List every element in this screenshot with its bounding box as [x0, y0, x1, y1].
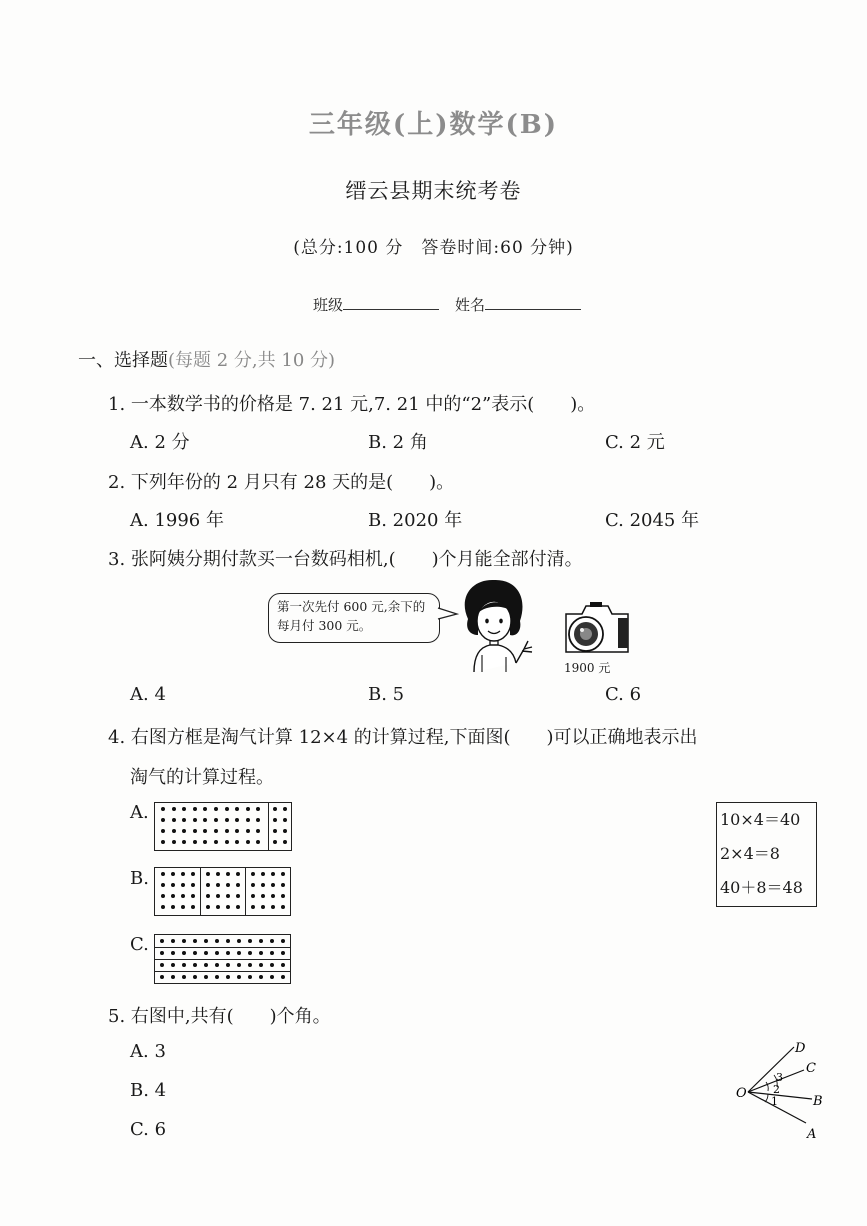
dot — [236, 883, 240, 887]
dot — [193, 818, 197, 822]
grid-divider — [155, 947, 290, 948]
dot — [214, 818, 218, 822]
dot — [191, 894, 195, 898]
ray-ob — [748, 1092, 812, 1099]
dot — [182, 807, 186, 811]
q2-option-a: A. 1996 年 — [130, 510, 224, 531]
calculation-box — [716, 802, 817, 907]
question-4-stem-line1: 4. 右图方框是淘气计算 12×4 的计算过程,下面图( )可以正确地表示出 — [108, 727, 698, 748]
calc-line-1: 10×4＝40 — [720, 810, 801, 829]
camera-icon — [560, 600, 634, 658]
q4-option-b-label: B. — [130, 868, 149, 889]
grid-divider — [200, 868, 201, 915]
dot — [225, 829, 229, 833]
dot — [226, 939, 230, 943]
dot — [273, 818, 277, 822]
dot — [251, 883, 255, 887]
q3-option-c: C. 6 — [605, 684, 642, 705]
dot — [235, 807, 239, 811]
dot — [256, 807, 260, 811]
dot — [172, 829, 176, 833]
dot — [171, 894, 175, 898]
dot — [261, 905, 265, 909]
dot — [270, 951, 274, 955]
question-4-stem-line2: 淘气的计算过程。 — [130, 767, 274, 788]
angle-1-label: 1 — [771, 1095, 778, 1108]
point-o-label: O — [736, 1086, 747, 1101]
dot — [256, 840, 260, 844]
dot-grid-a — [154, 802, 292, 851]
dot — [259, 951, 263, 955]
q2-option-b: B. 2020 年 — [368, 510, 463, 531]
dot — [226, 872, 230, 876]
dot — [281, 939, 285, 943]
dot — [215, 975, 219, 979]
dot — [171, 883, 175, 887]
dot — [204, 975, 208, 979]
exam-subtitle: 缙云县期末统考卷 — [345, 179, 522, 203]
dot — [160, 951, 164, 955]
section-title: 一、选择题 — [78, 350, 168, 371]
dot — [261, 883, 265, 887]
dot — [215, 939, 219, 943]
q2-option-c: C. 2045 年 — [605, 510, 700, 531]
dot — [273, 807, 277, 811]
ray-od — [748, 1047, 794, 1092]
dot — [182, 818, 186, 822]
dot — [206, 883, 210, 887]
dot — [203, 829, 207, 833]
dot — [248, 975, 252, 979]
dot — [281, 883, 285, 887]
dot — [171, 951, 175, 955]
class-label: 班级 — [313, 296, 344, 314]
question-1-stem: 1. 一本数学书的价格是 7. 21 元,7. 21 中的“2”表示( )。 — [108, 394, 596, 415]
dot — [248, 963, 252, 967]
speech-bubble: 第一次先付 600 元,余下的每月付 300 元。 — [268, 593, 440, 643]
grid-divider — [268, 803, 269, 850]
dot — [270, 963, 274, 967]
dot — [216, 883, 220, 887]
dot — [236, 872, 240, 876]
dot — [248, 939, 252, 943]
dot — [193, 951, 197, 955]
dot — [191, 883, 195, 887]
dot — [246, 829, 250, 833]
dot — [235, 818, 239, 822]
dot — [172, 807, 176, 811]
student-fields — [313, 294, 597, 315]
dot — [182, 951, 186, 955]
dot — [246, 840, 250, 844]
dot — [191, 905, 195, 909]
section-heading — [78, 346, 335, 372]
angle-figure — [728, 1035, 828, 1145]
dot — [181, 872, 185, 876]
name-field[interactable] — [485, 295, 581, 310]
dot — [204, 963, 208, 967]
dot — [171, 905, 175, 909]
dot — [225, 818, 229, 822]
dot — [246, 807, 250, 811]
dot — [203, 818, 207, 822]
woman-icon — [456, 577, 538, 673]
dot — [246, 818, 250, 822]
point-a-label: A — [807, 1127, 817, 1142]
dot — [283, 807, 287, 811]
dot — [226, 963, 230, 967]
dot — [225, 807, 229, 811]
question-2-stem: 2. 下列年份的 2 月只有 28 天的是( )。 — [108, 472, 455, 493]
dot — [171, 939, 175, 943]
dot — [251, 905, 255, 909]
point-d-label: D — [795, 1041, 806, 1056]
dot — [271, 872, 275, 876]
point-b-label: B — [813, 1094, 823, 1109]
dot — [182, 840, 186, 844]
dot — [214, 840, 218, 844]
dot — [251, 894, 255, 898]
calc-line-3: 40＋8＝48 — [720, 878, 803, 897]
q3-option-a: A. 4 — [130, 684, 166, 705]
dot — [216, 894, 220, 898]
dot — [235, 829, 239, 833]
dot — [182, 975, 186, 979]
dot — [161, 894, 165, 898]
dot — [193, 807, 197, 811]
dot — [161, 905, 165, 909]
dot — [248, 951, 252, 955]
dot — [206, 905, 210, 909]
dot — [161, 840, 165, 844]
dot — [281, 872, 285, 876]
q1-option-c: C. 2 元 — [605, 432, 665, 453]
dot — [160, 939, 164, 943]
dot — [273, 840, 277, 844]
dot — [216, 872, 220, 876]
dot — [270, 939, 274, 943]
dot — [203, 840, 207, 844]
grid-divider — [245, 868, 246, 915]
dot — [160, 975, 164, 979]
q1-option-a: A. 2 分 — [130, 432, 190, 453]
dot — [283, 829, 287, 833]
dot — [271, 883, 275, 887]
dot — [261, 894, 265, 898]
name-label: 姓名 — [455, 296, 486, 314]
dot — [259, 963, 263, 967]
dot — [281, 951, 285, 955]
dot — [273, 829, 277, 833]
dot — [271, 894, 275, 898]
dot — [256, 829, 260, 833]
dot — [193, 840, 197, 844]
dot — [161, 807, 165, 811]
dot — [261, 872, 265, 876]
dot — [182, 939, 186, 943]
question-5-stem: 5. 右图中,共有( )个角。 — [108, 1006, 331, 1027]
dot — [214, 807, 218, 811]
dot — [281, 963, 285, 967]
dot — [182, 963, 186, 967]
dot — [172, 840, 176, 844]
dot — [214, 829, 218, 833]
dot — [283, 818, 287, 822]
dot — [281, 905, 285, 909]
dot — [226, 883, 230, 887]
dot — [237, 939, 241, 943]
dot — [193, 829, 197, 833]
dot — [161, 872, 165, 876]
calc-line-2: 2×4＝8 — [720, 844, 780, 863]
dot — [226, 905, 230, 909]
dot — [215, 951, 219, 955]
dot — [193, 963, 197, 967]
dot-grid-c — [154, 934, 291, 984]
dot — [271, 905, 275, 909]
grid-divider — [155, 959, 290, 960]
q4-option-a-label: A. — [130, 802, 149, 823]
dot — [237, 975, 241, 979]
q5-option-b: B. 4 — [130, 1080, 167, 1101]
dot — [215, 963, 219, 967]
dot — [281, 894, 285, 898]
dot — [236, 894, 240, 898]
dot — [236, 905, 240, 909]
dot — [191, 872, 195, 876]
dot — [225, 840, 229, 844]
q4-option-c-label: C. — [130, 934, 149, 955]
exam-meta: (总分:100 分 答卷时间:60 分钟) — [293, 238, 574, 258]
dot — [283, 840, 287, 844]
dot — [193, 939, 197, 943]
dot — [181, 905, 185, 909]
dot — [161, 883, 165, 887]
dot — [171, 975, 175, 979]
angle-2-label: 2 — [773, 1083, 780, 1096]
dot — [281, 975, 285, 979]
camera-price: 1900 元 — [564, 661, 611, 675]
point-c-label: C — [806, 1061, 816, 1076]
dot — [172, 818, 176, 822]
dot — [204, 939, 208, 943]
page-title: 三年级(上)数学(B) — [308, 110, 559, 140]
dot — [259, 975, 263, 979]
dot — [181, 883, 185, 887]
dot — [259, 939, 263, 943]
angle-arc-2 — [766, 1082, 768, 1091]
dot — [226, 894, 230, 898]
dot — [237, 963, 241, 967]
dot — [171, 963, 175, 967]
dot — [216, 905, 220, 909]
q5-option-c: C. 6 — [130, 1119, 167, 1140]
dot — [206, 894, 210, 898]
dot — [160, 963, 164, 967]
dot — [161, 818, 165, 822]
dot — [193, 975, 197, 979]
dot — [161, 829, 165, 833]
dot — [256, 818, 260, 822]
dot-grid-b — [154, 867, 291, 916]
angle-3-label: 3 — [776, 1071, 783, 1084]
q3-option-b: B. 5 — [368, 684, 405, 705]
dot — [206, 872, 210, 876]
dot — [204, 951, 208, 955]
section-note: (每题 2 分,共 10 分) — [168, 350, 336, 371]
dot — [235, 840, 239, 844]
q5-option-a: A. 3 — [130, 1041, 166, 1062]
dot — [203, 807, 207, 811]
dot — [181, 894, 185, 898]
dot — [270, 975, 274, 979]
dot — [226, 975, 230, 979]
dot — [251, 872, 255, 876]
class-field[interactable] — [343, 295, 439, 310]
dot — [182, 829, 186, 833]
dot — [171, 872, 175, 876]
question-3-stem: 3. 张阿姨分期付款买一台数码相机,( )个月能全部付清。 — [108, 549, 583, 570]
grid-divider — [155, 971, 290, 972]
q1-option-b: B. 2 角 — [368, 432, 428, 453]
dot — [237, 951, 241, 955]
dot — [226, 951, 230, 955]
